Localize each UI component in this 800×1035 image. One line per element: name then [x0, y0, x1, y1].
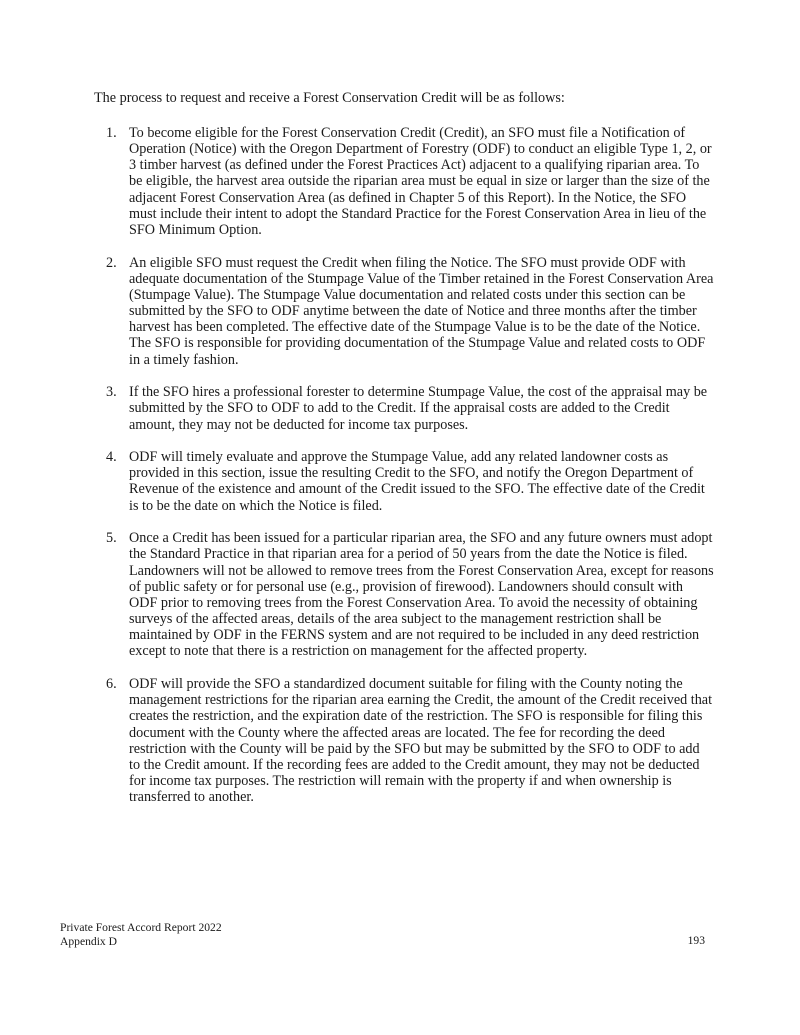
- footer-appendix: Appendix D: [60, 934, 117, 948]
- list-item-text: To become eligible for the Forest Conservation Credit (Credit), an SFO must file a Notification of Operation (Notice) with the Oregon Department of Forestry (ODF) to conduct an eligible Type 1, 2, or 3 timber harvest (as defined under the Forest Practices Act) adjacent to a qualifying riparian area. To be eligible, the harvest area outside the riparian area must be equal in size or larger than the size of the adjacent Forest Conservation Area (as defined in Chapter 5 of this Report). In the Notice, the SFO must include their intent to adopt the Standard Practice for the Forest Conservation Area in lieu of the SFO Minimum Option.: [129, 125, 712, 238]
- page-number: 193: [687, 934, 705, 947]
- list-item-text: If the SFO hires a professional forester to determine Stumpage Value, the cost of the appraisal may be submitted by the SFO to ODF to add to the Credit. If the appraisal costs are added to the Credit amount, they may not be deducted for income tax purposes.: [129, 384, 708, 433]
- list-item-number: 6.: [106, 676, 117, 693]
- list-item-number: 1.: [106, 125, 117, 141]
- list-item-text: An eligible SFO must request the Credit when filing the Notice. The SFO must provide ODF with adequate documentation of the Stumpage Value of the Timber retained in the Forest Conservation Area (Stumpage Value). The Stumpage Value documentation and related costs under this section can be submitted by the SFO to ODF anytime between the date of Notice and three months after the timber harvest has been completed. The effective date of the Stumpage Value is to be the date of the Notice. The SFO is responsible for providing documentation of the Stumpage Value and related costs to ODF in a timely fashion.: [129, 254, 714, 368]
- footer-left: [60, 921, 222, 948]
- intro-paragraph: The process to request and receive a Forest Conservation Credit will be as follows:: [94, 90, 565, 106]
- list-item-number: 4.: [106, 449, 117, 466]
- list-item-number: 3.: [106, 384, 117, 401]
- list-item-text: ODF will timely evaluate and approve the Stumpage Value, add any related landowner costs as provided in this section, issue the resulting Credit to the SFO, and notify the Oregon Department of Revenue of the existence and amount of the Credit issued to the SFO. The effective date of the Credit is to be the date on which the Notice is filed.: [129, 449, 705, 514]
- process-steps-list: [94, 125, 714, 822]
- list-item: [94, 255, 714, 368]
- list-item: [94, 449, 714, 514]
- list-item-number: 5.: [106, 530, 117, 547]
- list-item-text: ODF will provide the SFO a standardized document suitable for filing with the County noting the management restrictions for the riparian area earning the Credit, the amount of the Credit received that creates the restriction, and the expiration date of the restriction. The SFO is responsible for filing this document with the County where the affected areas are located. The fee for recording the deed restriction with the County will be paid by the SFO but may be submitted by the SFO to ODF to add to the Credit amount. If the recording fees are added to the Credit amount, they may not be deducted for income tax purposes. The restriction will remain with the property if and when ownership is transferred to another.: [129, 676, 713, 806]
- list-item-text: Once a Credit has been issued for a particular riparian area, the SFO and any future owners must adopt the Standard Practice in that riparian area for a period of 50 years from the date the Notice is filed. Landowners will not be allowed to remove trees from the Forest Conservation Area, except for reasons of public safety or for personal use (e.g., provision of firewood). Landowners should consult with ODF prior to removing trees from the Forest Conservation Area. To avoid the necessity of obtaining surveys of the affected areas, details of the area subject to the management restriction shall be maintained by ODF in the FERNS system and are not required to be included in any deed restriction except to note that there is a restriction on management for the affected property.: [129, 530, 714, 660]
- list-item: [94, 530, 714, 659]
- list-item: [94, 125, 714, 238]
- list-item: [94, 384, 714, 432]
- list-item-number: 2.: [106, 254, 117, 271]
- list-item: [94, 676, 714, 805]
- footer-report-title: Private Forest Accord Report 2022: [60, 921, 222, 934]
